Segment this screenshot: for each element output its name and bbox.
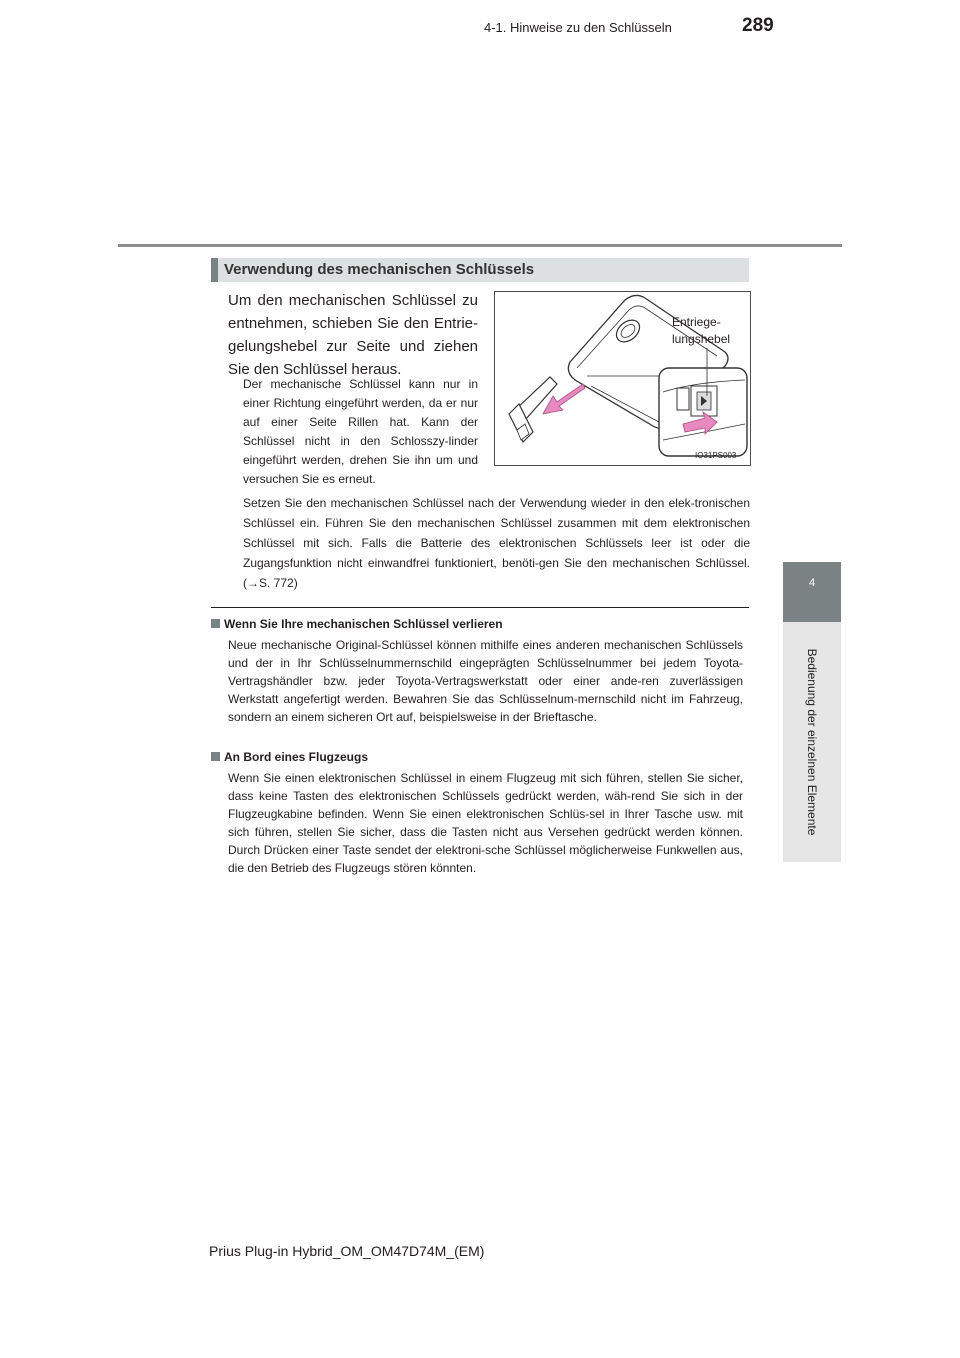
release-lever-label <box>672 314 730 348</box>
chapter-number: 4 <box>808 577 816 589</box>
release-lever-label-line2: lungshebel <box>672 332 731 346</box>
running-header-section: 4-1. Hinweise zu den Schlüsseln <box>484 20 672 35</box>
lead-instruction: Um den mechanischen Schlüssel zu entnehmen, schieben Sie den Entrie-gelungshebel zur Seite und ziehen Sie den Schlüssel heraus. <box>228 292 478 378</box>
body-paragraph: Setzen Sie den mechanischen Schlüssel nach der Verwendung wieder in den elek-tronischen Schlüssel ein. Führen Sie den mechanischen Schlüssel zusammen mit dem elektronischen Schlüssel mit sich. Falls die Batterie des elektronischen Schlüssels leer ist oder die Zugangsfunktion nicht einwandfrei funktioniert, benöti-gen Sie den mechanischen Schlüssel. (→S. 772) <box>243 496 750 590</box>
section-heading: Verwendung des mechanischen Schlüssels <box>224 261 535 278</box>
note-title-lost-keys <box>211 615 503 633</box>
section-heading-bar <box>211 258 218 282</box>
key-illustration <box>494 291 751 466</box>
note-body-airplane: Wenn Sie einen elektronischen Schlüssel in einem Flugzeug mit sich führen, stellen Sie sicher, dass keine Tasten des elektronischen Schlüssels gedrückt werden, wäh-rend Sie sich in der Flugzeugkabine befinden. Wenn Sie einen elektronischen Schlüs-sel in Ihrer Tasche usw. mit sich führen, stellen Sie sicher, dass die Tasten nicht aus Versehen gedrückt werden können. Durch Drücken einer Taste sendet der elektroni-sche Schlüssel möglicherweise Funkwellen aus, die den Betrieb des Flugzeugs stören könnten. <box>228 771 743 875</box>
section-rule <box>211 607 749 608</box>
chapter-title: Bedienung der einzelnen Elemente <box>805 648 819 836</box>
release-lever-label-line1: Entriege- <box>672 315 721 329</box>
square-bullet-icon <box>211 752 220 761</box>
document-footer: Prius Plug-in Hybrid_OM_OM47D74M_(EM) <box>209 1243 485 1259</box>
sub-note: Der mechanische Schlüssel kann nur in einer Richtung eingeführt werden, da er nur auf einer Seite Rillen hat. Kann der Schlüssel nicht in den Schlosszy-linder eingeführt werden, drehen Sie ihn um und versuchen Sie es erneut. <box>243 377 478 486</box>
note-body-lost-keys: Neue mechanische Original-Schlüssel können mithilfe eines anderen mechanischen Schlüssels und der in Ihr Schlüsselnummernschild eingeprägten Schlüsselnummer bei jedem Toyota-Vertragshändler bzw. jeder Toyota-Vertragswerkstatt oder einer ande-ren zuverlässigen Werkstatt angefertigt werden. Bewahren Sie das Schlüsselnum-mernschild nicht im Fahrzeug, sondern an einem sicheren Ort auf, beispielsweise in der Brieftasche. <box>228 638 743 724</box>
square-bullet-icon <box>211 619 220 628</box>
note-title-airplane <box>211 748 368 766</box>
figure-code: IO31PS003 <box>695 451 737 460</box>
note-title-text: Wenn Sie Ihre mechanischen Schlüssel verlieren <box>224 617 503 631</box>
page-number: 289 <box>742 15 774 36</box>
header-rule <box>118 244 842 247</box>
note-title-text: An Bord eines Flugzeugs <box>224 750 369 764</box>
